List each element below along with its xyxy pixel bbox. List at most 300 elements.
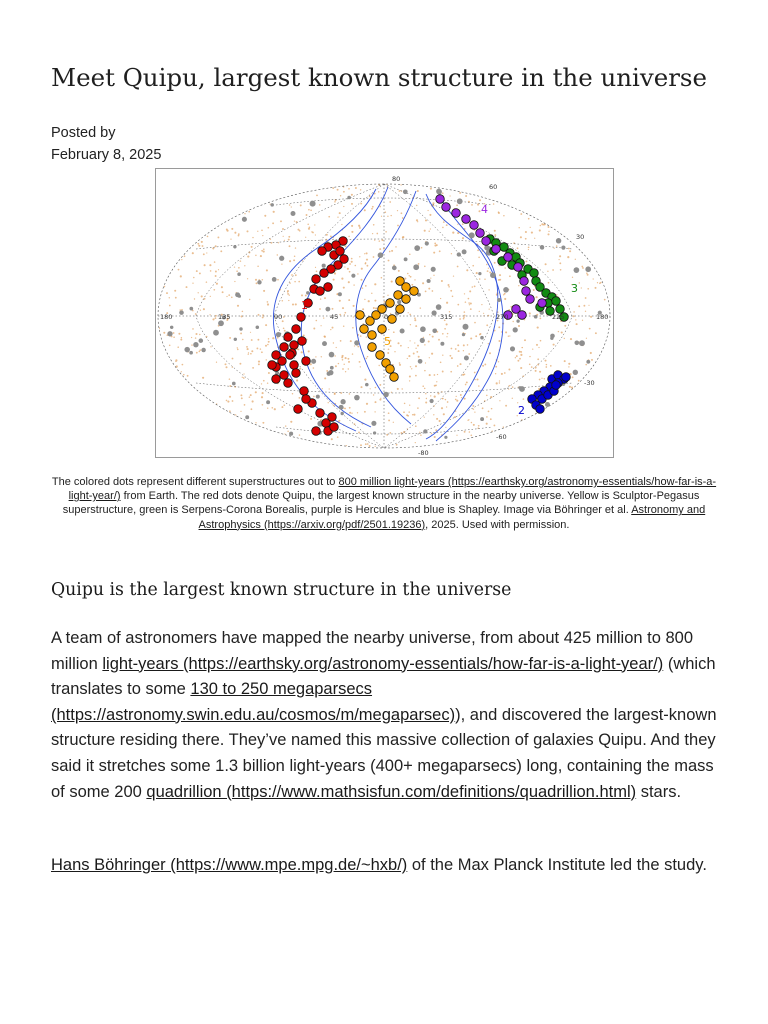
galaxy-dot	[463, 350, 464, 351]
galaxy-dot	[586, 272, 588, 274]
cluster-dot	[457, 198, 463, 204]
galaxy-dot	[366, 265, 368, 267]
galaxy-dot	[246, 346, 248, 348]
galaxy-dot	[277, 279, 279, 281]
galaxy-dot	[374, 283, 376, 285]
galaxy-dot	[255, 391, 257, 393]
galaxy-dot	[520, 354, 522, 356]
galaxy-dot	[202, 377, 204, 379]
galaxy-dot	[348, 299, 350, 301]
galaxy-dot	[469, 304, 470, 305]
galaxy-dot	[372, 233, 373, 234]
galaxy-dot	[220, 250, 222, 252]
galaxy-dot	[489, 352, 491, 354]
galaxy-dot	[495, 366, 497, 368]
galaxy-dot	[446, 336, 447, 337]
galaxy-dot	[265, 324, 267, 326]
galaxy-dot	[379, 206, 381, 208]
galaxy-dot	[568, 248, 570, 250]
galaxy-dot	[244, 404, 246, 406]
galaxy-dot	[446, 224, 448, 226]
galaxy-dot	[387, 295, 388, 296]
galaxy-dot	[348, 361, 350, 363]
galaxy-dot	[482, 365, 484, 367]
galaxy-dot	[439, 420, 441, 422]
galaxy-dot	[408, 411, 409, 412]
galaxy-dot	[457, 224, 458, 225]
galaxy-dot	[416, 219, 418, 221]
galaxy-dot	[169, 297, 170, 298]
galaxy-dot	[354, 345, 355, 346]
galaxy-dot	[414, 317, 416, 319]
galaxy-dot	[539, 379, 541, 381]
galaxy-dot	[357, 346, 359, 348]
galaxy-dot	[472, 405, 474, 407]
galaxy-dot	[227, 230, 229, 232]
galaxy-dot	[442, 227, 444, 229]
galaxy-dot	[262, 235, 263, 236]
galaxy-dot	[578, 380, 580, 382]
galaxy-dot	[360, 366, 361, 367]
galaxy-dot	[401, 388, 402, 389]
structure-label-sculptor: 5	[384, 335, 391, 348]
hercules-dot	[436, 195, 445, 204]
galaxy-dot	[496, 382, 498, 384]
galaxy-dot	[261, 250, 263, 252]
galaxy-dot	[287, 293, 289, 295]
galaxy-dot	[267, 408, 268, 409]
galaxy-dot	[257, 231, 258, 232]
cluster-dot	[436, 304, 442, 310]
galaxy-dot	[547, 271, 548, 272]
galaxy-dot	[174, 290, 176, 292]
galaxy-dot	[202, 245, 204, 247]
galaxy-dot	[446, 406, 447, 407]
galaxy-dot	[226, 366, 228, 368]
galaxy-dot	[504, 293, 506, 295]
quipu-dot	[302, 357, 311, 366]
galaxy-dot	[326, 234, 328, 236]
galaxy-dot	[331, 438, 333, 440]
galaxy-dot	[519, 227, 520, 228]
galaxy-dot	[366, 336, 367, 337]
galaxy-dot	[499, 380, 500, 381]
cluster-dot	[325, 307, 330, 312]
shapley-dot	[536, 405, 545, 414]
galaxy-dot	[228, 294, 230, 296]
galaxy-dot	[548, 282, 550, 284]
galaxy-dot	[285, 425, 286, 426]
cluster-dot	[383, 392, 389, 398]
galaxy-dot	[531, 232, 533, 234]
cluster-dot	[189, 351, 193, 355]
cluster-dot	[478, 272, 481, 275]
galaxy-dot	[458, 350, 460, 352]
galaxy-dot	[365, 285, 367, 287]
cluster-dot	[510, 346, 515, 351]
galaxy-dot	[196, 352, 198, 354]
paragraph-text: ), and discovered the largest-known structure residing there. They’ve named this massive collection of galaxies Quipu. And they said it stretches some 1.3 billion light-years (400+ megaparsecs) long, containing the mass of some 200	[51, 705, 717, 801]
galaxy-dot	[319, 204, 321, 206]
galaxy-dot	[573, 315, 575, 317]
galaxy-dot	[426, 398, 427, 399]
galaxy-dot	[466, 269, 468, 271]
lat-label: 30	[576, 233, 585, 241]
galaxy-dot	[494, 234, 496, 236]
galaxy-dot	[248, 211, 250, 213]
galaxy-dot	[570, 338, 572, 340]
galaxy-dot	[486, 395, 488, 397]
galaxy-dot	[213, 289, 215, 291]
galaxy-dot	[470, 308, 472, 310]
galaxy-dot	[568, 366, 569, 367]
galaxy-dot	[324, 297, 326, 299]
galaxy-dot	[256, 282, 258, 284]
galaxy-dot	[307, 224, 309, 226]
galaxy-dot	[470, 434, 472, 436]
galaxy-dot	[343, 191, 345, 193]
galaxy-dot	[261, 383, 262, 384]
galaxy-dot	[408, 312, 409, 313]
galaxy-dot	[540, 340, 542, 342]
galaxy-dot	[585, 311, 586, 312]
cluster-dot	[462, 333, 465, 336]
galaxy-dot	[552, 269, 554, 271]
galaxy-dot	[206, 281, 208, 283]
galaxy-dot	[540, 225, 542, 227]
galaxy-dot	[416, 351, 418, 353]
galaxy-dot	[288, 236, 290, 238]
galaxy-dot	[195, 333, 197, 335]
sculptor-dot	[386, 365, 395, 374]
cluster-dot	[245, 415, 249, 419]
galaxy-dot	[499, 382, 500, 383]
lon-label: 180	[160, 313, 173, 321]
galaxy-dot	[469, 290, 471, 292]
galaxy-dot	[352, 327, 354, 329]
galaxy-dot	[266, 359, 267, 360]
cluster-dot	[414, 245, 420, 251]
galaxy-dot	[498, 211, 500, 213]
galaxy-dot	[575, 259, 576, 260]
galaxy-dot	[424, 370, 426, 372]
galaxy-dot	[268, 341, 270, 343]
hercules-dot	[442, 203, 451, 212]
galaxy-dot	[564, 360, 566, 362]
galaxy-dot	[244, 213, 245, 214]
galaxy-dot	[564, 325, 566, 327]
galaxy-dot	[582, 320, 583, 321]
galaxy-dot	[200, 310, 201, 311]
galaxy-dot	[258, 361, 260, 363]
lat-label: -30	[584, 379, 595, 387]
galaxy-dot	[216, 362, 217, 363]
galaxy-dot	[433, 252, 435, 254]
galaxy-dot	[402, 217, 404, 219]
galaxy-dot	[464, 431, 466, 433]
galaxy-dot	[238, 267, 240, 269]
galaxy-dot	[479, 311, 480, 312]
galaxy-dot	[184, 255, 186, 257]
galaxy-dot	[342, 355, 344, 357]
galaxy-dot	[399, 364, 401, 366]
galaxy-dot	[240, 260, 242, 262]
galaxy-dot	[463, 344, 465, 346]
galaxy-dot	[204, 264, 206, 266]
galaxy-dot	[525, 238, 527, 240]
galaxy-dot	[316, 194, 318, 196]
quipu-dot	[292, 369, 301, 378]
galaxy-dot	[494, 262, 496, 264]
cluster-dot	[232, 382, 236, 386]
galaxy-dot	[302, 260, 303, 261]
galaxy-dot	[238, 235, 240, 237]
galaxy-dot	[425, 219, 427, 221]
galaxy-dot	[339, 314, 341, 316]
galaxy-dot	[246, 230, 248, 232]
galaxy-dot	[493, 424, 495, 426]
galaxy-dot	[210, 346, 211, 347]
sculptor-dot	[378, 325, 387, 334]
galaxy-dot	[238, 233, 240, 235]
galaxy-dot	[531, 366, 533, 368]
galaxy-dot	[442, 355, 443, 356]
galaxy-dot	[465, 384, 467, 386]
galaxy-dot	[255, 255, 256, 256]
section-heading: Quipu is the largest known structure in the universe	[51, 580, 512, 600]
galaxy-dot	[292, 303, 294, 305]
galaxy-dot	[344, 245, 346, 247]
galaxy-dot	[429, 334, 431, 336]
galaxy-dot	[236, 270, 238, 272]
galaxy-dot	[378, 191, 379, 192]
galaxy-dot	[578, 305, 580, 307]
galaxy-dot	[409, 380, 410, 381]
hercules-dot	[482, 237, 491, 246]
galaxy-dot	[198, 292, 199, 293]
galaxy-dot	[388, 329, 389, 330]
galaxy-dot	[477, 203, 479, 205]
galaxy-dot	[272, 222, 274, 224]
galaxy-dot	[212, 318, 214, 320]
caption-text: from Earth. The red dots denote Quipu, the largest known structure in the nearby universe. Yellow is Sculptor-Pegasus superstructure, green is Serpens-Corona Borealis, purple is Hercules and blue is Shapley. Image via Böhringer et al.	[62, 490, 700, 517]
galaxy-dot	[251, 408, 253, 410]
quipu-dot	[300, 387, 309, 396]
quipu-dot	[284, 333, 293, 342]
galaxy-dot	[550, 365, 552, 367]
cluster-dot	[257, 280, 261, 284]
galaxy-dot	[553, 344, 555, 346]
galaxy-dot	[579, 282, 580, 283]
galaxy-dot	[482, 407, 484, 409]
galaxy-dot	[369, 445, 371, 447]
cluster-dot	[427, 279, 431, 283]
galaxy-dot	[345, 357, 347, 359]
galaxy-dot	[395, 246, 397, 248]
galaxy-dot	[263, 248, 265, 250]
galaxy-dot	[545, 360, 547, 362]
galaxy-dot	[501, 331, 502, 332]
galaxy-dot	[262, 316, 264, 318]
galaxy-dot	[281, 406, 283, 408]
galaxy-dot	[266, 269, 268, 271]
galaxy-dot	[467, 420, 468, 421]
galaxy-dot	[242, 377, 243, 378]
galaxy-dot	[481, 304, 482, 305]
galaxy-dot	[355, 187, 357, 189]
galaxy-dot	[440, 361, 442, 363]
galaxy-dot	[226, 296, 227, 297]
galaxy-dot	[530, 227, 531, 228]
galaxy-dot	[240, 394, 242, 396]
galaxy-dot	[175, 297, 177, 299]
galaxy-dot	[503, 215, 504, 216]
galaxy-dot	[529, 312, 531, 314]
galaxy-dot	[372, 206, 374, 208]
galaxy-dot	[328, 402, 329, 403]
cluster-dot	[322, 341, 327, 346]
galaxy-dot	[278, 242, 279, 243]
structure-label-shapley: 2	[518, 404, 525, 417]
cluster-dot	[201, 348, 206, 353]
galaxy-dot	[283, 236, 284, 237]
cluster-dot	[484, 245, 489, 250]
galaxy-dot	[465, 301, 467, 303]
galaxy-dot	[529, 364, 531, 366]
galaxy-dot	[394, 351, 395, 352]
galaxy-dot	[289, 282, 290, 283]
cluster-dot	[354, 395, 360, 401]
galaxy-dot	[581, 287, 582, 288]
galaxy-dot	[414, 319, 416, 321]
galaxy-dot	[517, 247, 519, 249]
galaxy-dot	[554, 248, 555, 249]
galaxy-dot	[252, 367, 254, 369]
galaxy-dot	[536, 296, 538, 298]
galaxy-dot	[509, 275, 511, 277]
galaxy-dot	[425, 291, 427, 293]
caption-link-light-years[interactable]: 800 million light-years (https://earthsky.org/astronomy-essentials/how-far-is-a-light-year/)	[68, 476, 717, 503]
galaxy-dot	[242, 311, 244, 313]
galaxy-dot	[428, 230, 429, 231]
galaxy-dot	[471, 422, 473, 424]
galaxy-dot	[365, 358, 367, 360]
galaxy-dot	[419, 432, 420, 433]
galaxy-dot	[434, 385, 436, 387]
galaxy-dot	[334, 201, 336, 203]
galaxy-dot	[374, 239, 375, 240]
galaxy-dot	[221, 286, 223, 288]
galaxy-dot	[351, 413, 352, 414]
galaxy-dot	[453, 275, 454, 276]
galaxy-dot	[300, 204, 302, 206]
galaxy-dot	[407, 273, 409, 275]
galaxy-dot	[455, 399, 457, 401]
galaxy-dot	[349, 263, 351, 265]
quipu-dot	[297, 313, 306, 322]
sculptor-dot	[360, 325, 369, 334]
cluster-dot	[373, 431, 376, 434]
galaxy-dot	[163, 332, 165, 334]
galaxy-dot	[486, 264, 488, 266]
galaxy-dot	[181, 337, 182, 338]
cluster-dot	[235, 292, 240, 297]
link-megaparsecs[interactable]: 130 to 250 megaparsecs (https://astronomy.swin.edu.au/cosmos/m/megaparsec)	[51, 680, 456, 724]
galaxy-dot	[257, 339, 259, 341]
galaxy-dot	[328, 216, 330, 218]
galaxy-dot	[464, 311, 466, 313]
galaxy-dot	[362, 287, 364, 289]
galaxy-dot	[422, 282, 424, 284]
galaxy-dot	[539, 229, 541, 231]
caption-link-journal[interactable]: Astronomy and Astrophysics (https://arxiv.org/pdf/2501.19236)	[198, 504, 706, 531]
galaxy-dot	[505, 405, 507, 407]
galaxy-dot	[484, 363, 486, 365]
galaxy-dot	[424, 266, 426, 268]
galaxy-dot	[180, 275, 182, 277]
galaxy-dot	[575, 319, 576, 320]
galaxy-dot	[441, 280, 443, 282]
galaxy-dot	[536, 344, 538, 346]
galaxy-dot	[417, 190, 419, 192]
galaxy-dot	[199, 334, 200, 335]
galaxy-dot	[376, 233, 378, 235]
galaxy-dot	[488, 268, 489, 269]
galaxy-dot	[440, 298, 441, 299]
galaxy-dot	[348, 236, 350, 238]
cluster-dot	[545, 402, 550, 407]
galaxy-dot	[349, 407, 351, 409]
cluster-dot	[579, 340, 585, 346]
galaxy-dot	[599, 282, 601, 284]
galaxy-dot	[237, 347, 238, 348]
galaxy-dot	[457, 344, 459, 346]
cluster-dot	[574, 267, 580, 273]
galaxy-dot	[415, 325, 417, 327]
lon-label: 225	[552, 313, 565, 321]
link-hans-bohringer[interactable]: Hans Böhringer (https://www.mpe.mpg.de/~hxb/)	[51, 856, 408, 874]
galaxy-dot	[498, 340, 500, 342]
galaxy-dot	[242, 339, 243, 340]
galaxy-dot	[414, 342, 415, 343]
link-light-years[interactable]: light-years (https://earthsky.org/astronomy-essentials/how-far-is-a-light-year/)	[102, 654, 664, 673]
galaxy-dot	[398, 270, 400, 272]
galaxy-dot	[263, 251, 265, 253]
galaxy-dot	[491, 408, 493, 410]
galaxy-dot	[490, 418, 492, 420]
galaxy-dot	[364, 299, 365, 300]
galaxy-dot	[264, 215, 266, 217]
galaxy-dot	[169, 305, 171, 307]
galaxy-dot	[212, 247, 214, 249]
quipu-dot	[324, 283, 333, 292]
galaxy-dot	[424, 417, 425, 418]
galaxy-dot	[222, 291, 224, 293]
cluster-dot	[329, 352, 335, 358]
galaxy-dot	[339, 300, 341, 302]
cluster-dot	[330, 366, 334, 370]
galaxy-dot	[446, 302, 448, 304]
cluster-dot	[418, 359, 423, 364]
galaxy-dot	[410, 276, 412, 278]
galaxy-dot	[282, 300, 284, 302]
galaxy-dot	[197, 243, 199, 245]
galaxy-dot	[384, 301, 386, 303]
galaxy-dot	[388, 348, 390, 350]
galaxy-dot	[166, 292, 168, 294]
galaxy-dot	[529, 356, 530, 357]
link-quadrillion[interactable]: quadrillion (https://www.mathsisfun.com/definitions/quadrillion.html)	[146, 782, 637, 801]
